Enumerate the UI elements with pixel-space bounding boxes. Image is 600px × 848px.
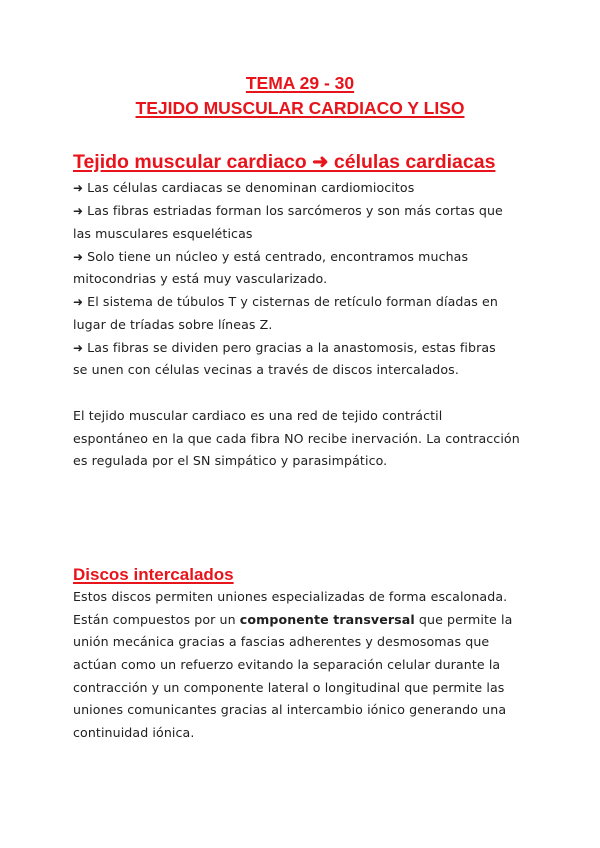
- arrow-right-icon: ➜: [73, 341, 84, 355]
- discs-line-2-post: que permite la: [414, 612, 513, 627]
- section-heading-cardiac: Tejido muscular cardiaco ➜ células cardiacas: [73, 151, 496, 173]
- arrow-right-icon: ➜: [73, 250, 84, 264]
- bullet-text: Las fibras estriadas forman los sarcómeros y son más cortas que: [87, 203, 503, 218]
- discs-line-2-pre: Están compuestos por un: [73, 612, 240, 627]
- title-line-2: TEJIDO MUSCULAR CARDIACO Y LISO: [135, 98, 465, 118]
- discs-line-4: actúan como un refuerzo evitando la separación celular durante la: [73, 657, 501, 672]
- section-heading-discs: Discos intercalados: [73, 565, 234, 584]
- discs-line-2: [73, 612, 512, 627]
- bullet-3: [73, 249, 468, 264]
- bullet-4: [73, 294, 498, 309]
- bullet-3-continuation: mitocondrias y está muy vascularizado.: [73, 271, 328, 286]
- bullet-text: Las fibras se dividen pero gracias a la anastomosis, estas fibras: [87, 340, 496, 355]
- discs-line-6: uniones comunicantes gracias al intercambio iónico generando una: [73, 702, 507, 717]
- discs-line-1: Estos discos permiten uniones especializadas de forma escalonada.: [73, 589, 508, 604]
- bullet-4-continuation: lugar de tríadas sobre líneas Z.: [73, 317, 273, 332]
- bullet-2: [73, 203, 503, 218]
- arrow-right-icon: ➜: [73, 181, 84, 195]
- bullet-5-continuation: se unen con células vecinas a través de discos intercalados.: [73, 362, 459, 377]
- paragraph-line: espontáneo en la que cada fibra NO recibe inervación. La contracción: [73, 431, 520, 446]
- bullet-text: Las células cardiacas se denominan cardiomiocitos: [87, 180, 415, 195]
- bullet-2-continuation: las musculares esqueléticas: [73, 226, 253, 241]
- paragraph-line: es regulada por el SN simpático y parasimpático.: [73, 453, 388, 468]
- bullet-text: El sistema de túbulos T y cisternas de retículo forman díadas en: [87, 294, 498, 309]
- paragraph-line: El tejido muscular cardiaco es una red de tejido contráctil: [73, 408, 443, 423]
- arrow-right-icon: ➜: [73, 295, 84, 309]
- bullet-1: [73, 180, 414, 195]
- discs-line-5: contracción y un componente lateral o longitudinal que permite las: [73, 680, 505, 695]
- arrow-right-icon: ➜: [73, 204, 84, 218]
- bold-term-transversal: componente transversal: [239, 612, 415, 627]
- discs-line-3: unión mecánica gracias a fascias adherentes y desmosomas que: [73, 634, 490, 649]
- title-line-1: TEMA 29 - 30: [245, 73, 355, 93]
- bullet-5: [73, 340, 496, 355]
- bullet-text: Solo tiene un núcleo y está centrado, encontramos muchas: [87, 249, 469, 264]
- discs-line-7: continuidad iónica.: [73, 725, 195, 740]
